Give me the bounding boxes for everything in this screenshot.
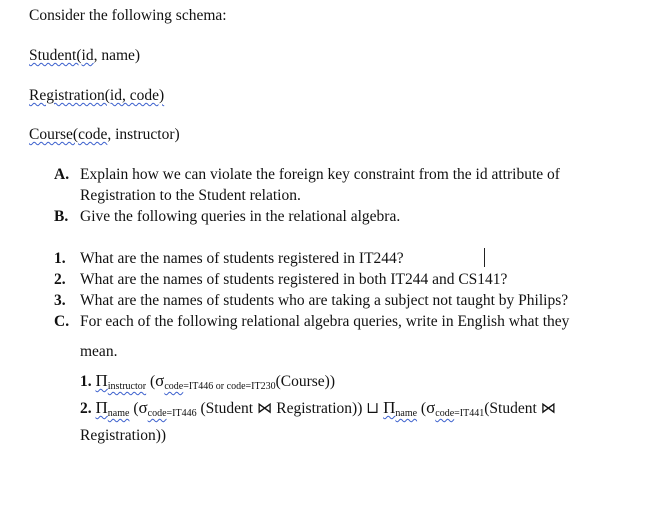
- schema-course: [29, 126, 180, 144]
- query-1-selection: σ: [155, 371, 165, 390]
- schema-student: [29, 47, 140, 65]
- schema-course-attr: code: [78, 126, 108, 143]
- question-3-marker: 3.: [54, 292, 66, 309]
- intro-text: Consider the following schema:: [29, 7, 227, 24]
- question-1-marker: 1.: [54, 250, 66, 267]
- question-2-marker: 2.: [54, 271, 66, 288]
- part-b-line1: Give the following queries in the relational algebra.: [80, 208, 401, 225]
- query-1-arg: (Course)): [275, 373, 335, 390]
- part-b-marker: B.: [54, 208, 69, 225]
- question-1-text: What are the names of students registered in IT244?: [80, 250, 404, 267]
- question-3-text: What are the names of students who are taking a subject not taught by Philips?: [80, 292, 569, 309]
- query-2-line2: Registration)): [80, 427, 167, 444]
- part-a-line1: Explain how we can violate the foreign key constraint from the id attribute of: [80, 166, 560, 183]
- query-2-selection-2-attr: code: [435, 408, 455, 419]
- query-2-selection-2: σ: [426, 398, 436, 417]
- query-2-selection-attr: code: [147, 408, 167, 419]
- query-2-projection-sub: name: [107, 408, 130, 419]
- query-2-open-paren-2: (: [420, 400, 427, 417]
- query-2-part2: (Student ⋈: [484, 400, 557, 417]
- query-1-projection: Π: [95, 371, 108, 390]
- schema-registration: [29, 87, 164, 105]
- part-c-line2: mean.: [80, 343, 118, 360]
- query-2-open-paren: (: [133, 400, 139, 417]
- query-2-part1: (Student ⋈ Registration)) ⊔: [200, 400, 384, 417]
- schema-student-rest: , name): [93, 47, 141, 64]
- query-2-projection-2-sub: name: [395, 408, 418, 419]
- part-a-line2: Registration to the Student relation.: [80, 187, 301, 204]
- query-1-projection-sub: instructor: [107, 381, 147, 392]
- part-a-marker: A.: [54, 166, 70, 183]
- schema-course-rel: Course(: [29, 126, 79, 143]
- part-c-line1: For each of the following relational algebra queries, write in English what they: [80, 313, 570, 330]
- query-2-selection-2-cond: =IT441: [454, 408, 485, 419]
- query-1-selection-cond: =IT446 or code=IT230: [183, 381, 276, 392]
- question-2-text: What are the names of students registered in both IT244 and CS141?: [80, 271, 508, 288]
- part-c-marker: C.: [54, 313, 70, 330]
- query-2-selection: σ: [138, 398, 148, 417]
- query-2-selection-cond: =IT446: [166, 408, 197, 419]
- schema-course-rest: , instructor): [107, 126, 180, 143]
- schema-student-rel: Student(: [29, 47, 82, 64]
- query-1-selection-attr: code: [164, 381, 184, 392]
- query-1-number: 1.: [80, 373, 92, 390]
- text-cursor: [484, 248, 485, 267]
- schema-student-attr: id: [81, 47, 94, 64]
- query-2-projection: Π: [95, 398, 108, 417]
- query-2: [80, 397, 556, 424]
- query-2-number: 2.: [80, 400, 92, 417]
- schema-registration-text: Registration(id, code): [29, 87, 165, 104]
- query-1-open-paren: (: [149, 373, 156, 390]
- query-2-projection-2: Π: [383, 398, 396, 417]
- query-1: [80, 370, 335, 397]
